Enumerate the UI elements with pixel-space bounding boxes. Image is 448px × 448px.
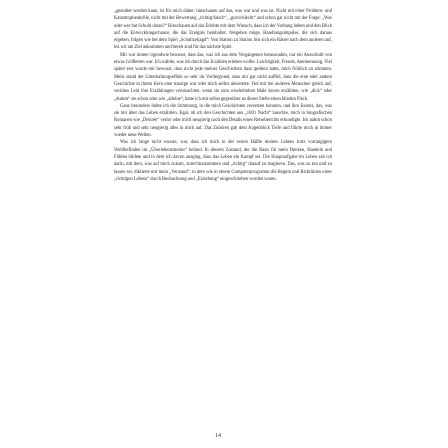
body-text [114,8,332,423]
paragraph-1: „gestaltet werden kann, ist für mich daher: hinschauen auf das, was war und was ist. Nicht mit einer Problem- und Katastrophenbrille, nicht mit der Bewertung „richtig/falsch“, „gut/schlecht“ und schon gar nicht mit der Frage: „Was oder wer hat Schuld daran?“ Hinschauen auf das Erlebte mit dem Wunsch, dass ich der Vorhang heben und den Blick auf die Entwicklungschance, die das Ereignis beinhaltet, freigeben möge. Handlungsimpulse, die sich daraus ergeben, folgen wie bei dem Spiel „Schnitzeljagd“: Von Station zu Station löst sich ein Rätsel nach dem anderen auf, bis wir am Ziel ankommen und bereit sind für das nächste Spiel. [114,9,332,51]
paragraph-2: Mir war immer irgendwie bewusst, dass das, was ich aus dem Vergangenen herausnahm, nur ein Ausschnitt von etwas Größerem war. Ich wählte, was ich durch das Erzählen erleben wollte. Leichtigkeit, Freude, Anerkennung. Viel später erst wurde mir bewusst, dass nicht jede meiner Geschichten dazu gedient hatte, mich fröhlich zu stimmen. Meist stand der Unterhaltungseffekt so sehr im Vordergrund, dass mir gar nicht auffiel, dass die eine oder andere Geschichte in ihrem Kern eine traurige war oder mich selbst abwertete. Fiel mir bei anderen Menschen gleich auf, welches Leid ihre Erzählungen verursachten, wenn sie zum wiederholten Male davon erzählten, wie „dick“ oder „dumm“ sie schon oder wie „alleine“, hatte ich mir selbst gegenüber an dieser Stelle einen blinden Fleck. [114,52,332,102]
paragraph-4: Was ich lange nicht wusste, war, dass ich mich in der ersten Hälfte meines Lebens trotz vorrangigem Wohlbefinden im „Überlebensmodus“ befand. In diesem Zustand, der die Basis für mein Denken, Handeln und Fühlen bildete und in dem ich davon ausging, dass das Leben ein Kampf sei. Die Hauptaufgabe im Leben sah ich darin, mit dem, was auf mich zukam, zurechtzukommen und „richtig“ darauf zu reagieren. Das, was zu tun und zu lassen sei, diktierte mir mein „Verstand“, in dem wie in einem Computerprogramm die Regeln und Richtlinien eines „richtigen Lebens“ durch Beobachtung und „Erziehung“ eingeschrieben worden waren. [114,140,332,182]
page-number: 14 [215,433,221,439]
paragraph-3: Ganz besonders liebte ich die Stimmung, in die mich Geschichten versetzen konnten, und ihre Essenz, das, was sie mir über das Leben erzählten. Egal, ob ich den Geschichten aus „1001 Nacht“ lauschte, mich in biografischen Romanen wie „Désirée“ verlor oder mich neugierig nach den Details eines Reiseberichts erkundigte. Ich nahm schon sehr früh und sehr neugierig alles in mich auf. Das Zuhören gab dem Augenblick Tiefe und führte mich in immer wieder neue Welten. [114,103,332,139]
